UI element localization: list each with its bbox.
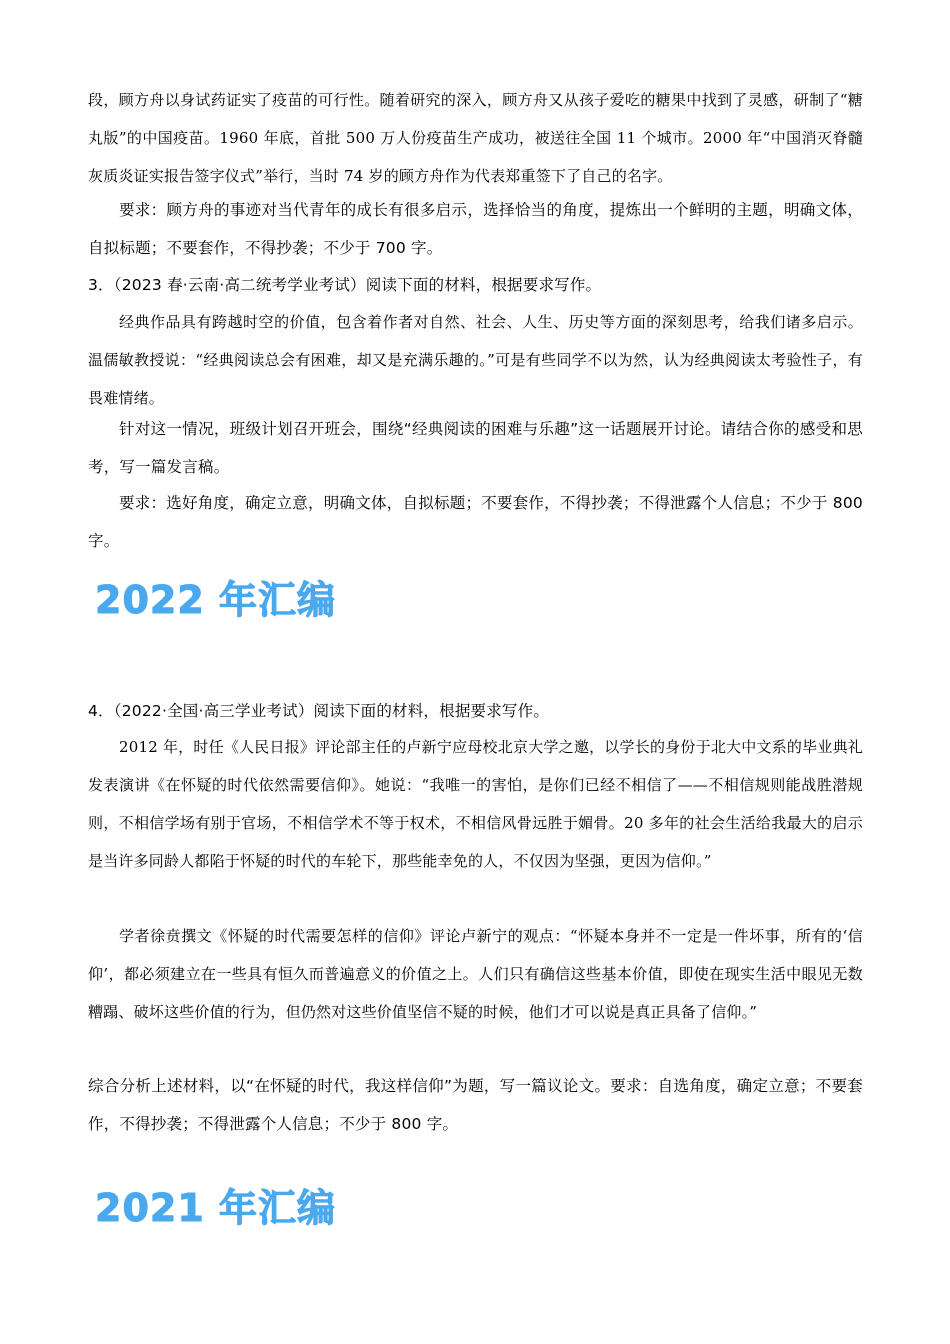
section-heading-2022: 2022 年汇编 [95, 578, 336, 622]
requirement-paragraph-q2: 要求：顾方舟的事迹对当代青年的成长有很多启示，选择恰当的角度，提炼出一个鲜明的主题，明确文体，自拟标题；不要套作，不得抄袭；不少于 700 字。 [88, 201, 863, 257]
material-paragraph-xu-ben: 学者徐贲撰文《怀疑的时代需要怎样的信仰》评论卢新宁的观点：“怀疑本身并不一定是一件坏事，所有的‘信仰’，都必须建立在一些具有恒久而普遍意义的价值之上。人们只有确信这些基本价值，即使在现实生活中眼见无数糟蹋、破坏这些价值的行为，但仍然对这些价值坚信不疑的时候，他们才可以说是真正具备了信仰。” [88, 927, 863, 1021]
section-heading-2021: 2021 年汇编 [95, 1186, 336, 1230]
material-paragraph-classic-reading: 经典作品具有跨越时空的价值，包含着作者对自然、社会、人生、历史等方面的深刻思考，给我们诸多启示。温儒敏教授说：“经典阅读总会有困难，却又是充满乐趣的。”可是有些同学不以为然，认为经典阅读太考验性子，有畏难情绪。 [88, 313, 863, 407]
question-4-header: 4．（2022·全国·高三学业考试）阅读下面的材料，根据要求写作。 [88, 702, 550, 720]
task-paragraph-q3: 针对这一情况，班级计划召开班会，围绕“经典阅读的困难与乐趣”这一话题展开讨论。请结合你的感受和思考，写一篇发言稿。 [88, 420, 863, 476]
question-3-header: 3．（2023 春·云南·高二统考学业考试）阅读下面的材料，根据要求写作。 [88, 276, 602, 294]
material-paragraph-lu-xinning: 2012 年，时任《人民日报》评论部主任的卢新宁应母校北京大学之邀，以学长的身份于北大中文系的毕业典礼发表演讲《在怀疑的时代依然需要信仰》。她说：“我唯一的害怕，是你们已经不相信了——不相信规则能战胜潜规则，不相信学场有别于官场，不相信学术不等于权术，不相信风骨远胜于媚骨。20 多年的社会生活给我最大的启示是当许多同龄人都陷于怀疑的时代的车轮下，那些能幸免的人，不仅因为坚强，更因为信仰。” [88, 738, 863, 870]
material-paragraph-gu-fangzhou: 段，顾方舟以身试药证实了疫苗的可行性。随着研究的深入，顾方舟又从孩子爱吃的糖果中找到了灵感，研制了“糖丸版”的中国疫苗。1960 年底，首批 500 万人份疫苗生产成功，被送往全国 11 个城市。2000 年“中国消灭脊髓灰质炎证实报告签字仪式”举行，当时 74 岁的顾方舟作为代表郑重签下了自己的名字。 [88, 91, 863, 185]
requirement-paragraph-q3: 要求：选好角度，确定立意，明确文体，自拟标题；不要套作，不得抄袭；不得泄露个人信息；不少于 800 字。 [88, 494, 863, 550]
requirement-paragraph-q4: 综合分析上述材料，以“在怀疑的时代，我这样信仰”为题，写一篇议论文。要求：自选角度，确定立意；不要套作，不得抄袭；不得泄露个人信息；不少于 800 字。 [88, 1077, 863, 1133]
